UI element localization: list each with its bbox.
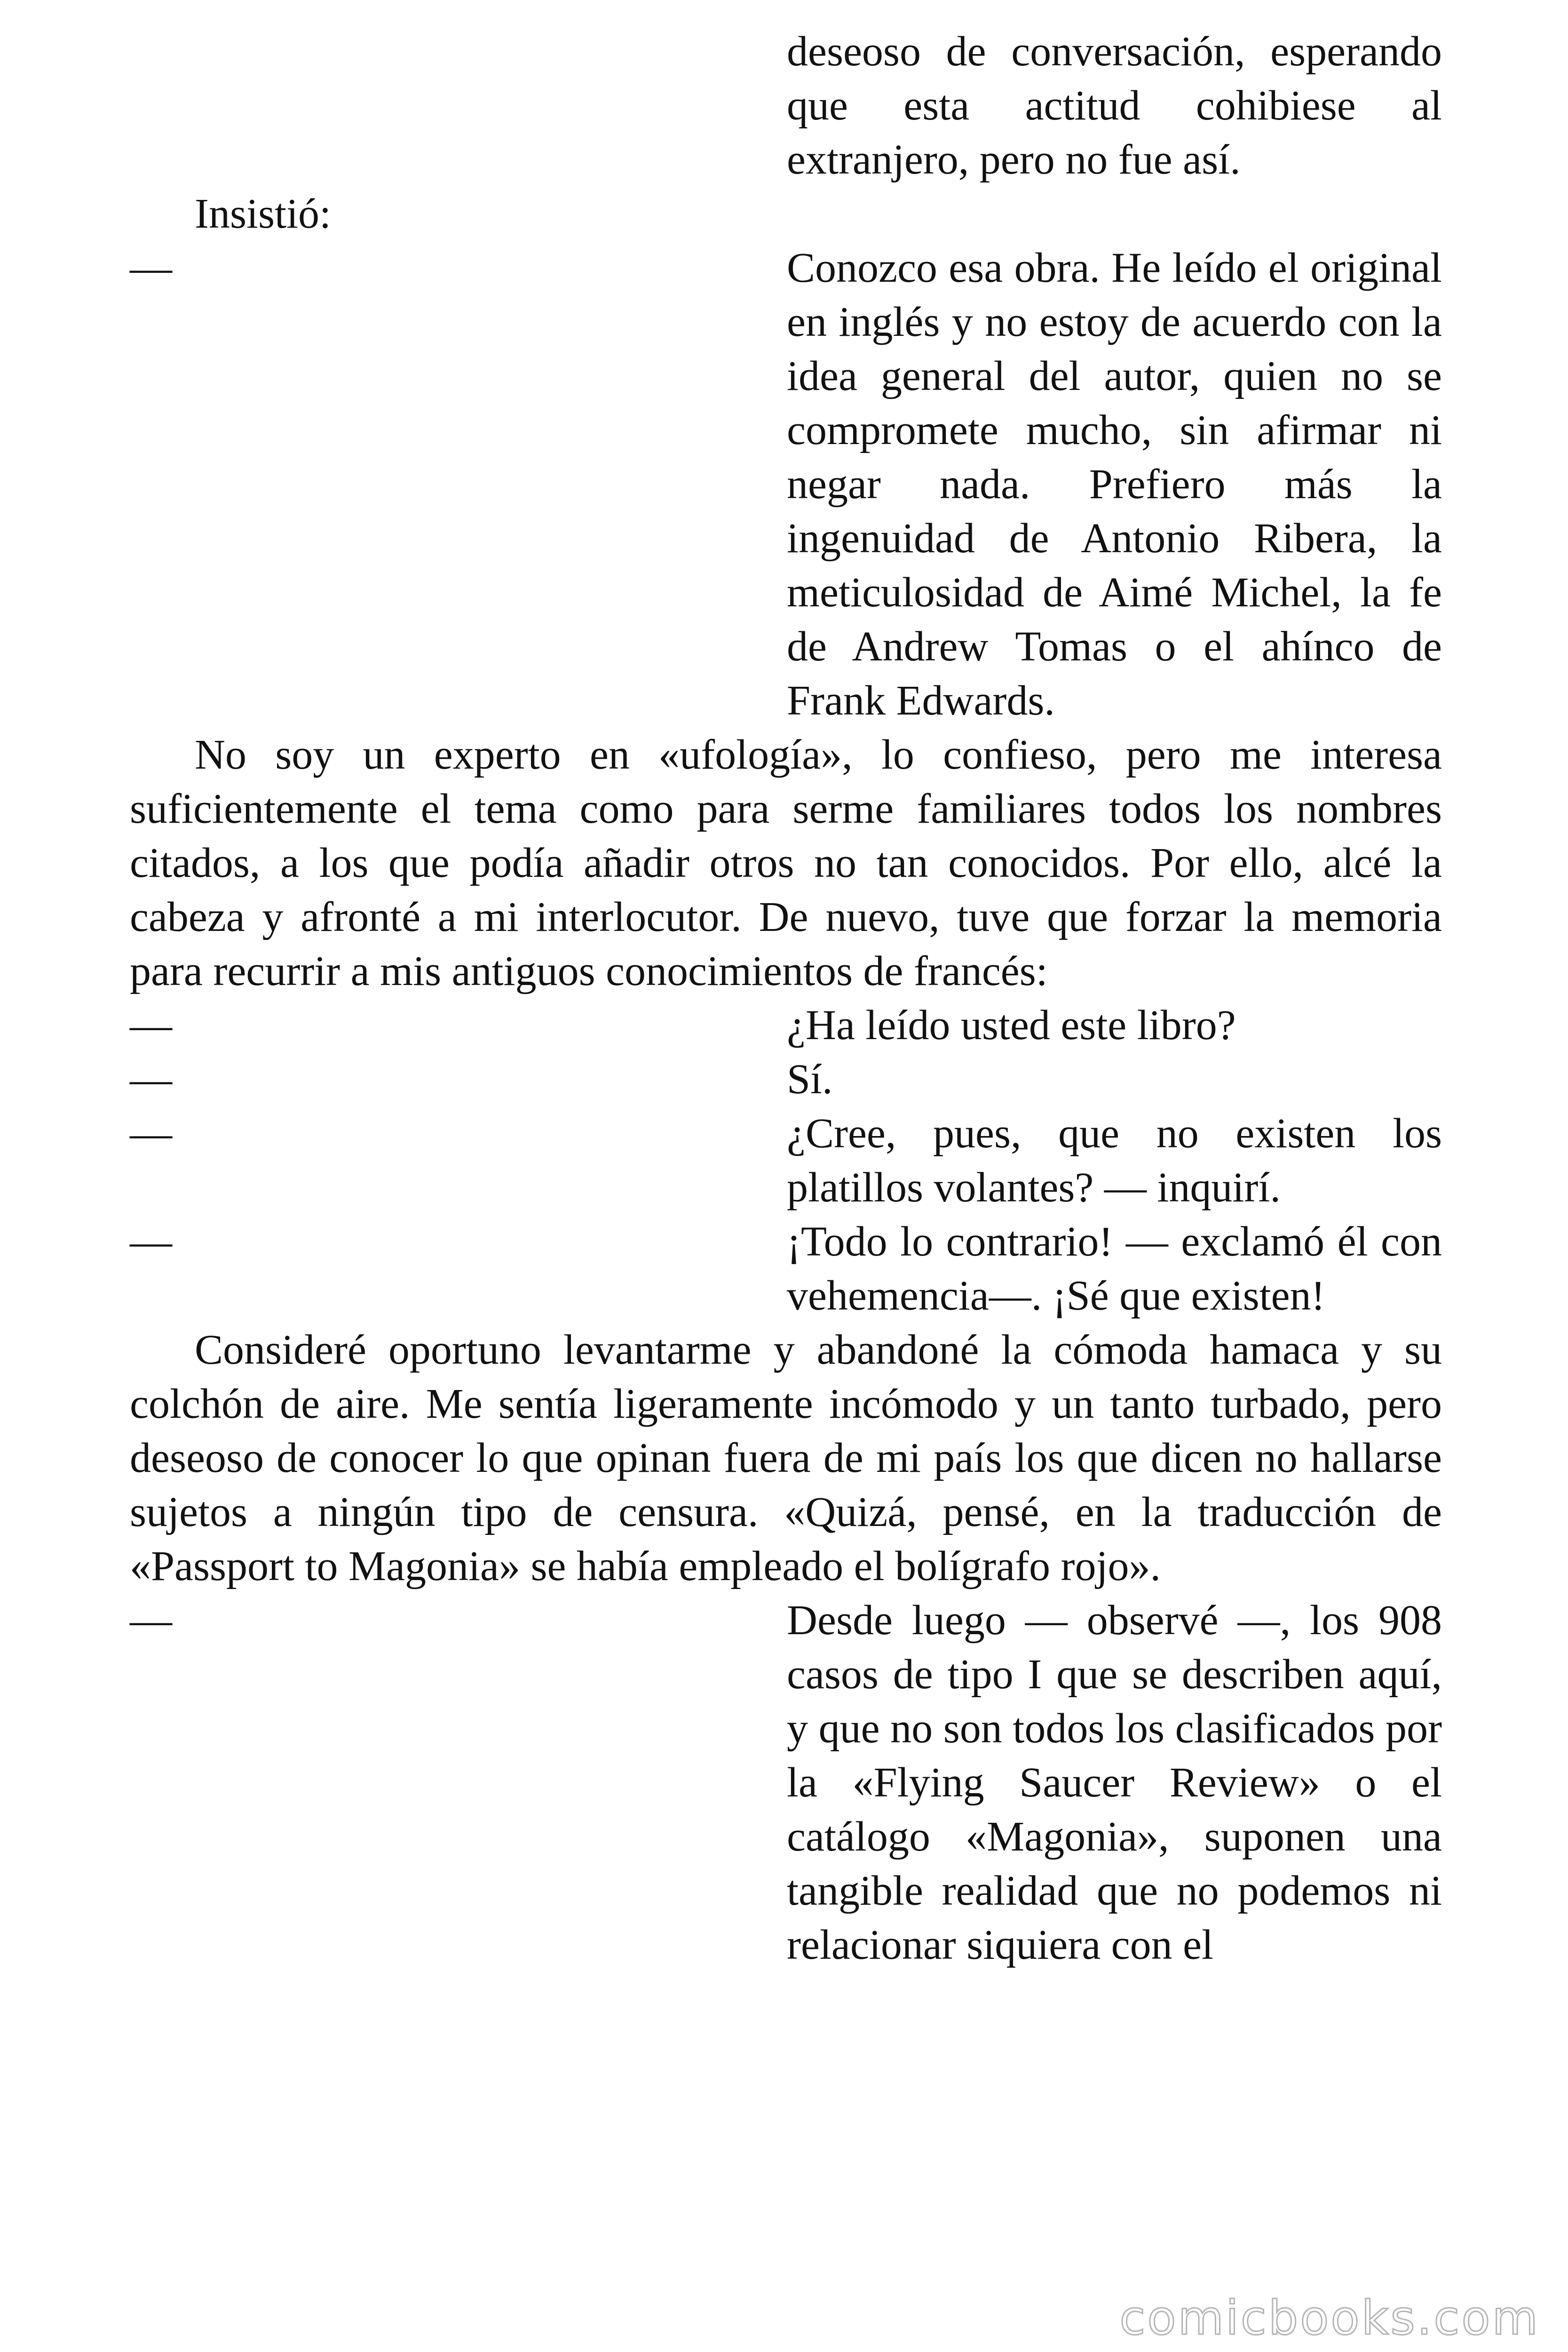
narrative-paragraph: Consideré oportuno levantarme y abandoné la cómoda hamaca y su colchón de aire. Me sentía ligeramente incómodo y un tanto turbado, pero deseoso de conocer lo que opinan fuera de mi país los que dicen no hallarse sujetos a ningún tipo de censura. «Quizá, pensé, en la traducción de «Passport to Magonia» se había empleado el bolígrafo rojo».	[130, 1327, 1442, 1589]
narrative-paragraph: No soy un experto en «ufología», lo confieso, pero me interesa suficientemente el tema como para serme familiares todos los nombres citados, a los que podía añadir otros no tan conocidos. Por ello, alcé la cabeza y afronté a mi interlocutor. De nuevo, tuve que forzar la memoria para recurrir a mis antiguos conocimientos de francés:	[130, 731, 1442, 994]
dialogue-text: ¿Cree, pues, que no existen los platillos volantes? — inquirí.	[787, 1110, 1442, 1211]
dialogue-dash: —	[130, 1002, 172, 1049]
dialogue-line	[130, 1052, 1442, 1106]
dialogue-dash: —	[130, 1597, 172, 1644]
dialogue-text: ¡Todo lo contrario! — exclamó él con vehemencia—. ¡Sé que existen!	[787, 1218, 1442, 1319]
dialogue-text: Conozco esa obra. He leído el original en inglés y no estoy de acuerdo con la idea general del autor, quien no se compromete mucho, sin afirmar ni negar nada. Prefiero más la ingenuidad de Antonio Ribera, la meticulosidad de Aimé Michel, la fe de Andrew Tomas o el ahínco de Frank Edwards.	[787, 245, 1442, 724]
dialogue-line	[130, 998, 1442, 1052]
dialogue-dash: —	[130, 1056, 172, 1103]
dialogue-line	[130, 1215, 1442, 1323]
dialogue-text: Desde luego — observé —, los 908 casos de tipo I que se describen aquí, y que no son todos los clasificados por la «Flying Saucer Review» o el catálogo «Magonia», suponen una tangible realidad que no podemos ni relacionar siquiera con el	[787, 1597, 1442, 1968]
watermark-logo: comicbooks.com	[1119, 2290, 1540, 2345]
page-text	[130, 24, 1442, 1972]
dialogue-text: ¿Ha leído usted este libro?	[787, 1002, 1236, 1049]
dialogue-line	[130, 1106, 1442, 1215]
dialogue-dash: —	[130, 1218, 172, 1265]
dialogue-text: Sí.	[787, 1056, 833, 1103]
dialogue-line	[130, 241, 1442, 728]
dialogue-dash: —	[130, 245, 172, 291]
dialogue-dash: —	[130, 1110, 172, 1157]
dialogue-line	[130, 1593, 1442, 1972]
continuation-paragraph: deseoso de conversación, esperando que esta actitud cohibiese al extranjero, pero no fue así.	[787, 28, 1442, 183]
insistio-line: Insistió:	[195, 191, 332, 237]
